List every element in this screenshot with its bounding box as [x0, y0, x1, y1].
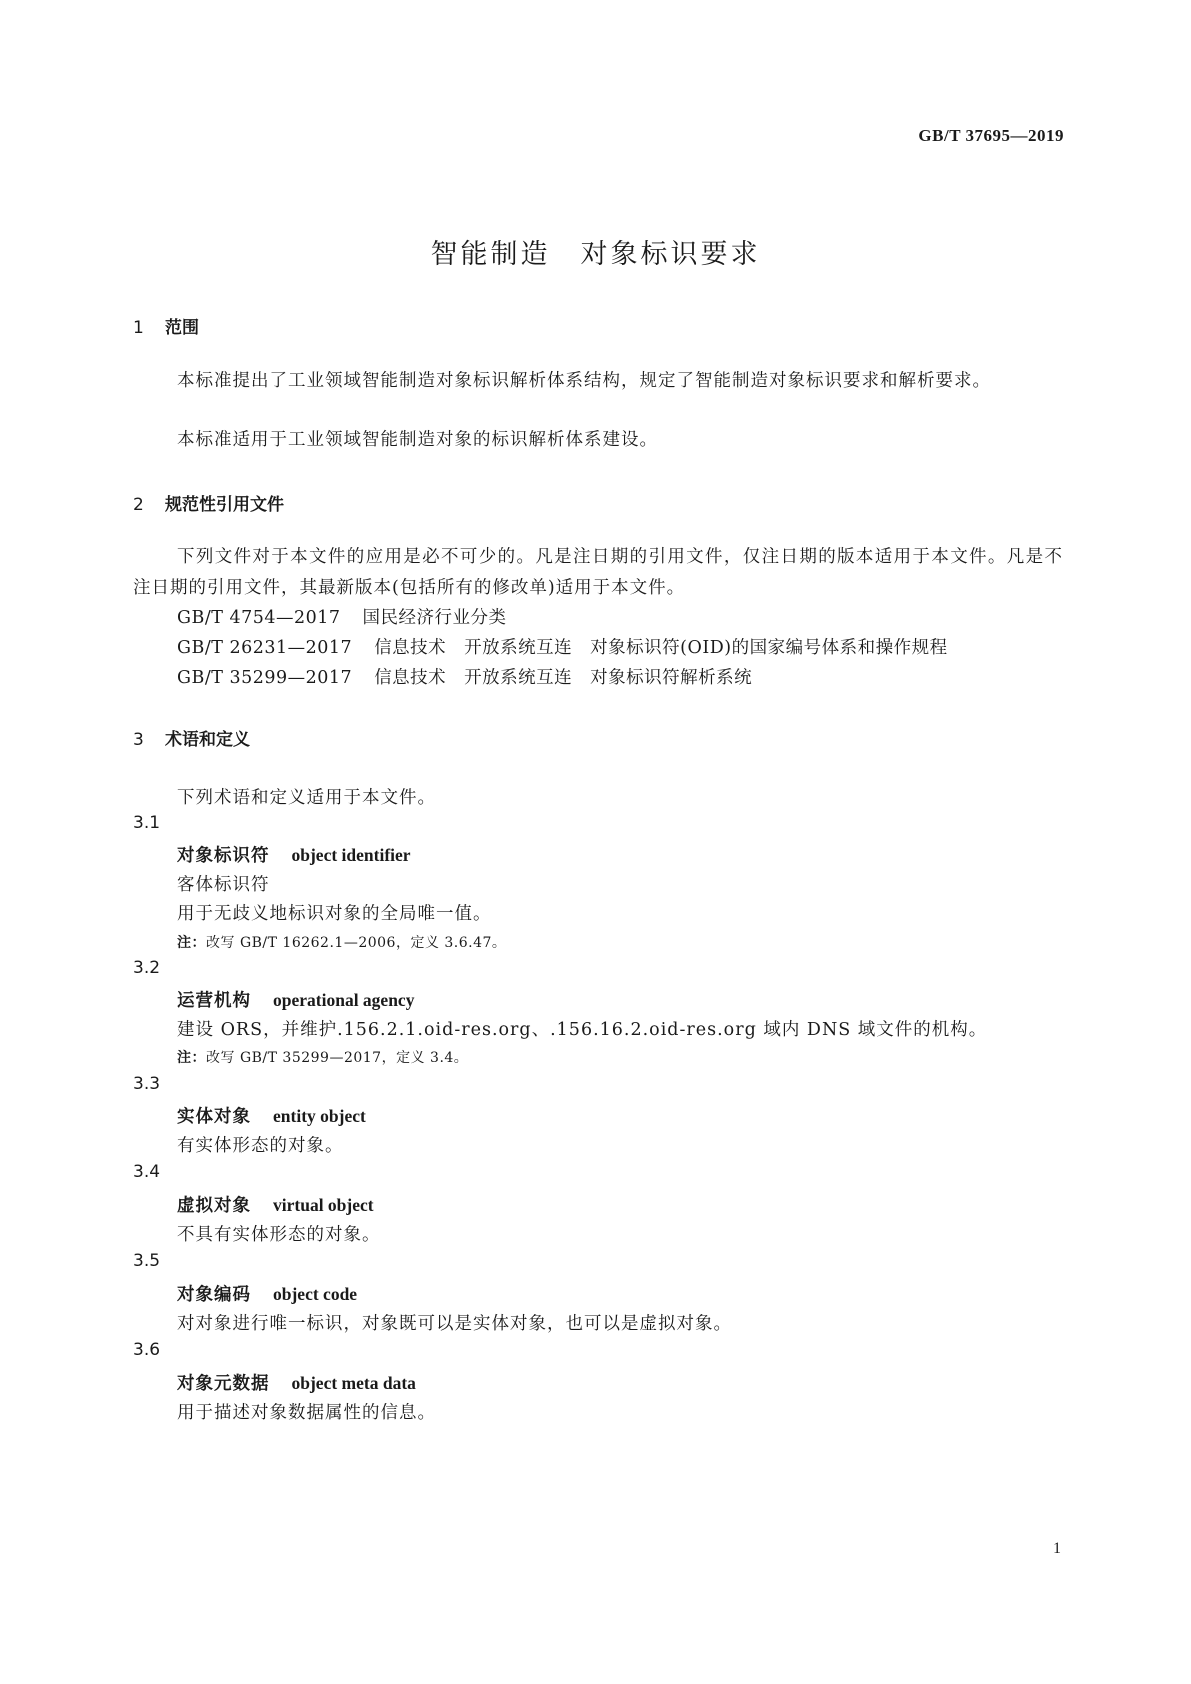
term-note [177, 1047, 468, 1067]
reference-code: GB/T 35299—2017 [177, 668, 353, 688]
term-en: object code [273, 1284, 358, 1304]
term-number: 3.6 [133, 1340, 161, 1360]
reference-title: 国民经济行业分类 [362, 608, 507, 628]
term-zh: 运营机构 [177, 991, 251, 1011]
reference-title: 信息技术 开放系统互连 对象标识符(OID)的国家编号体系和操作规程 [374, 638, 948, 658]
term-heading [177, 987, 414, 1012]
term-en: operational agency [273, 990, 415, 1010]
term-zh: 虚拟对象 [177, 1196, 251, 1216]
section-heading-2 [133, 490, 284, 515]
paragraph: 本标准提出了工业领域智能制造对象标识解析体系结构，规定了智能制造对象标识要求和解析要求。 [177, 371, 991, 391]
term-heading [177, 842, 411, 867]
term-number: 3.1 [133, 813, 161, 833]
reference-code: GB/T 4754—2017 [177, 608, 341, 628]
term-line: 不具有实体形态的对象。 [177, 1225, 381, 1245]
reference-item [177, 634, 948, 659]
term-number: 3.3 [133, 1074, 161, 1094]
term-note [177, 932, 506, 952]
note-label: 注： [177, 1050, 206, 1066]
term-heading [177, 1370, 416, 1395]
standard-code: GB/T 37695—2019 [918, 126, 1064, 145]
term-number: 3.5 [133, 1251, 161, 1271]
paragraph: 下列文件对于本文件的应用是必不可少的。凡是注日期的引用文件，仅注日期的版本适用于本文件。凡是不注日期的引用文件，其最新版本(包括所有的修改单)适用于本文件。 [133, 547, 1063, 598]
term-number: 3.2 [133, 958, 161, 978]
term-line: 有实体形态的对象。 [177, 1136, 344, 1156]
term-zh: 实体对象 [177, 1107, 251, 1127]
term-zh: 对象标识符 [177, 846, 270, 866]
term-en: entity object [273, 1106, 366, 1126]
term-heading [177, 1192, 374, 1217]
paragraph: 下列术语和定义适用于本文件。 [177, 788, 436, 808]
title-part-1: 智能制造 [430, 239, 551, 270]
term-en: object identifier [291, 845, 411, 865]
term-line: 用于无歧义地标识对象的全局唯一值。 [177, 904, 492, 924]
note-text: 改写 GB/T 16262.1—2006，定义 3.6.47。 [206, 935, 507, 951]
term-line: 用于描述对象数据属性的信息。 [177, 1403, 436, 1423]
reference-code: GB/T 26231—2017 [177, 638, 353, 658]
term-en: virtual object [273, 1195, 374, 1215]
term-number: 3.4 [133, 1162, 161, 1182]
section-heading-3 [133, 725, 250, 750]
document-title [0, 232, 1191, 271]
term-zh: 对象元数据 [177, 1374, 270, 1394]
section-number: 2 [133, 495, 144, 515]
title-part-2: 对象标识要求 [580, 239, 761, 270]
page-number: 1 [1053, 1540, 1061, 1557]
term-line: 客体标识符 [177, 875, 270, 895]
reference-item [177, 664, 752, 689]
section-title: 规范性引用文件 [165, 495, 284, 515]
term-heading [177, 1281, 357, 1306]
section-heading-1 [133, 313, 199, 338]
section-title: 范围 [165, 318, 199, 338]
term-line: 建设 ORS，并维护.156.2.1.oid-res.org、.156.16.2.oid-res.org 域内 DNS 域文件的机构。 [177, 1020, 988, 1040]
term-heading [177, 1103, 366, 1128]
reference-item [177, 604, 507, 629]
term-en: object meta data [291, 1373, 416, 1393]
term-line: 对对象进行唯一标识，对象既可以是实体对象，也可以是虚拟对象。 [177, 1314, 732, 1334]
note-label: 注： [177, 935, 206, 951]
note-text: 改写 GB/T 35299—2017，定义 3.4。 [206, 1050, 469, 1066]
reference-title: 信息技术 开放系统互连 对象标识符解析系统 [374, 668, 753, 688]
paragraph: 本标准适用于工业领域智能制造对象的标识解析体系建设。 [177, 430, 658, 450]
section-title: 术语和定义 [165, 730, 250, 750]
section-number: 3 [133, 730, 144, 750]
term-zh: 对象编码 [177, 1285, 251, 1305]
section-number: 1 [133, 318, 144, 338]
